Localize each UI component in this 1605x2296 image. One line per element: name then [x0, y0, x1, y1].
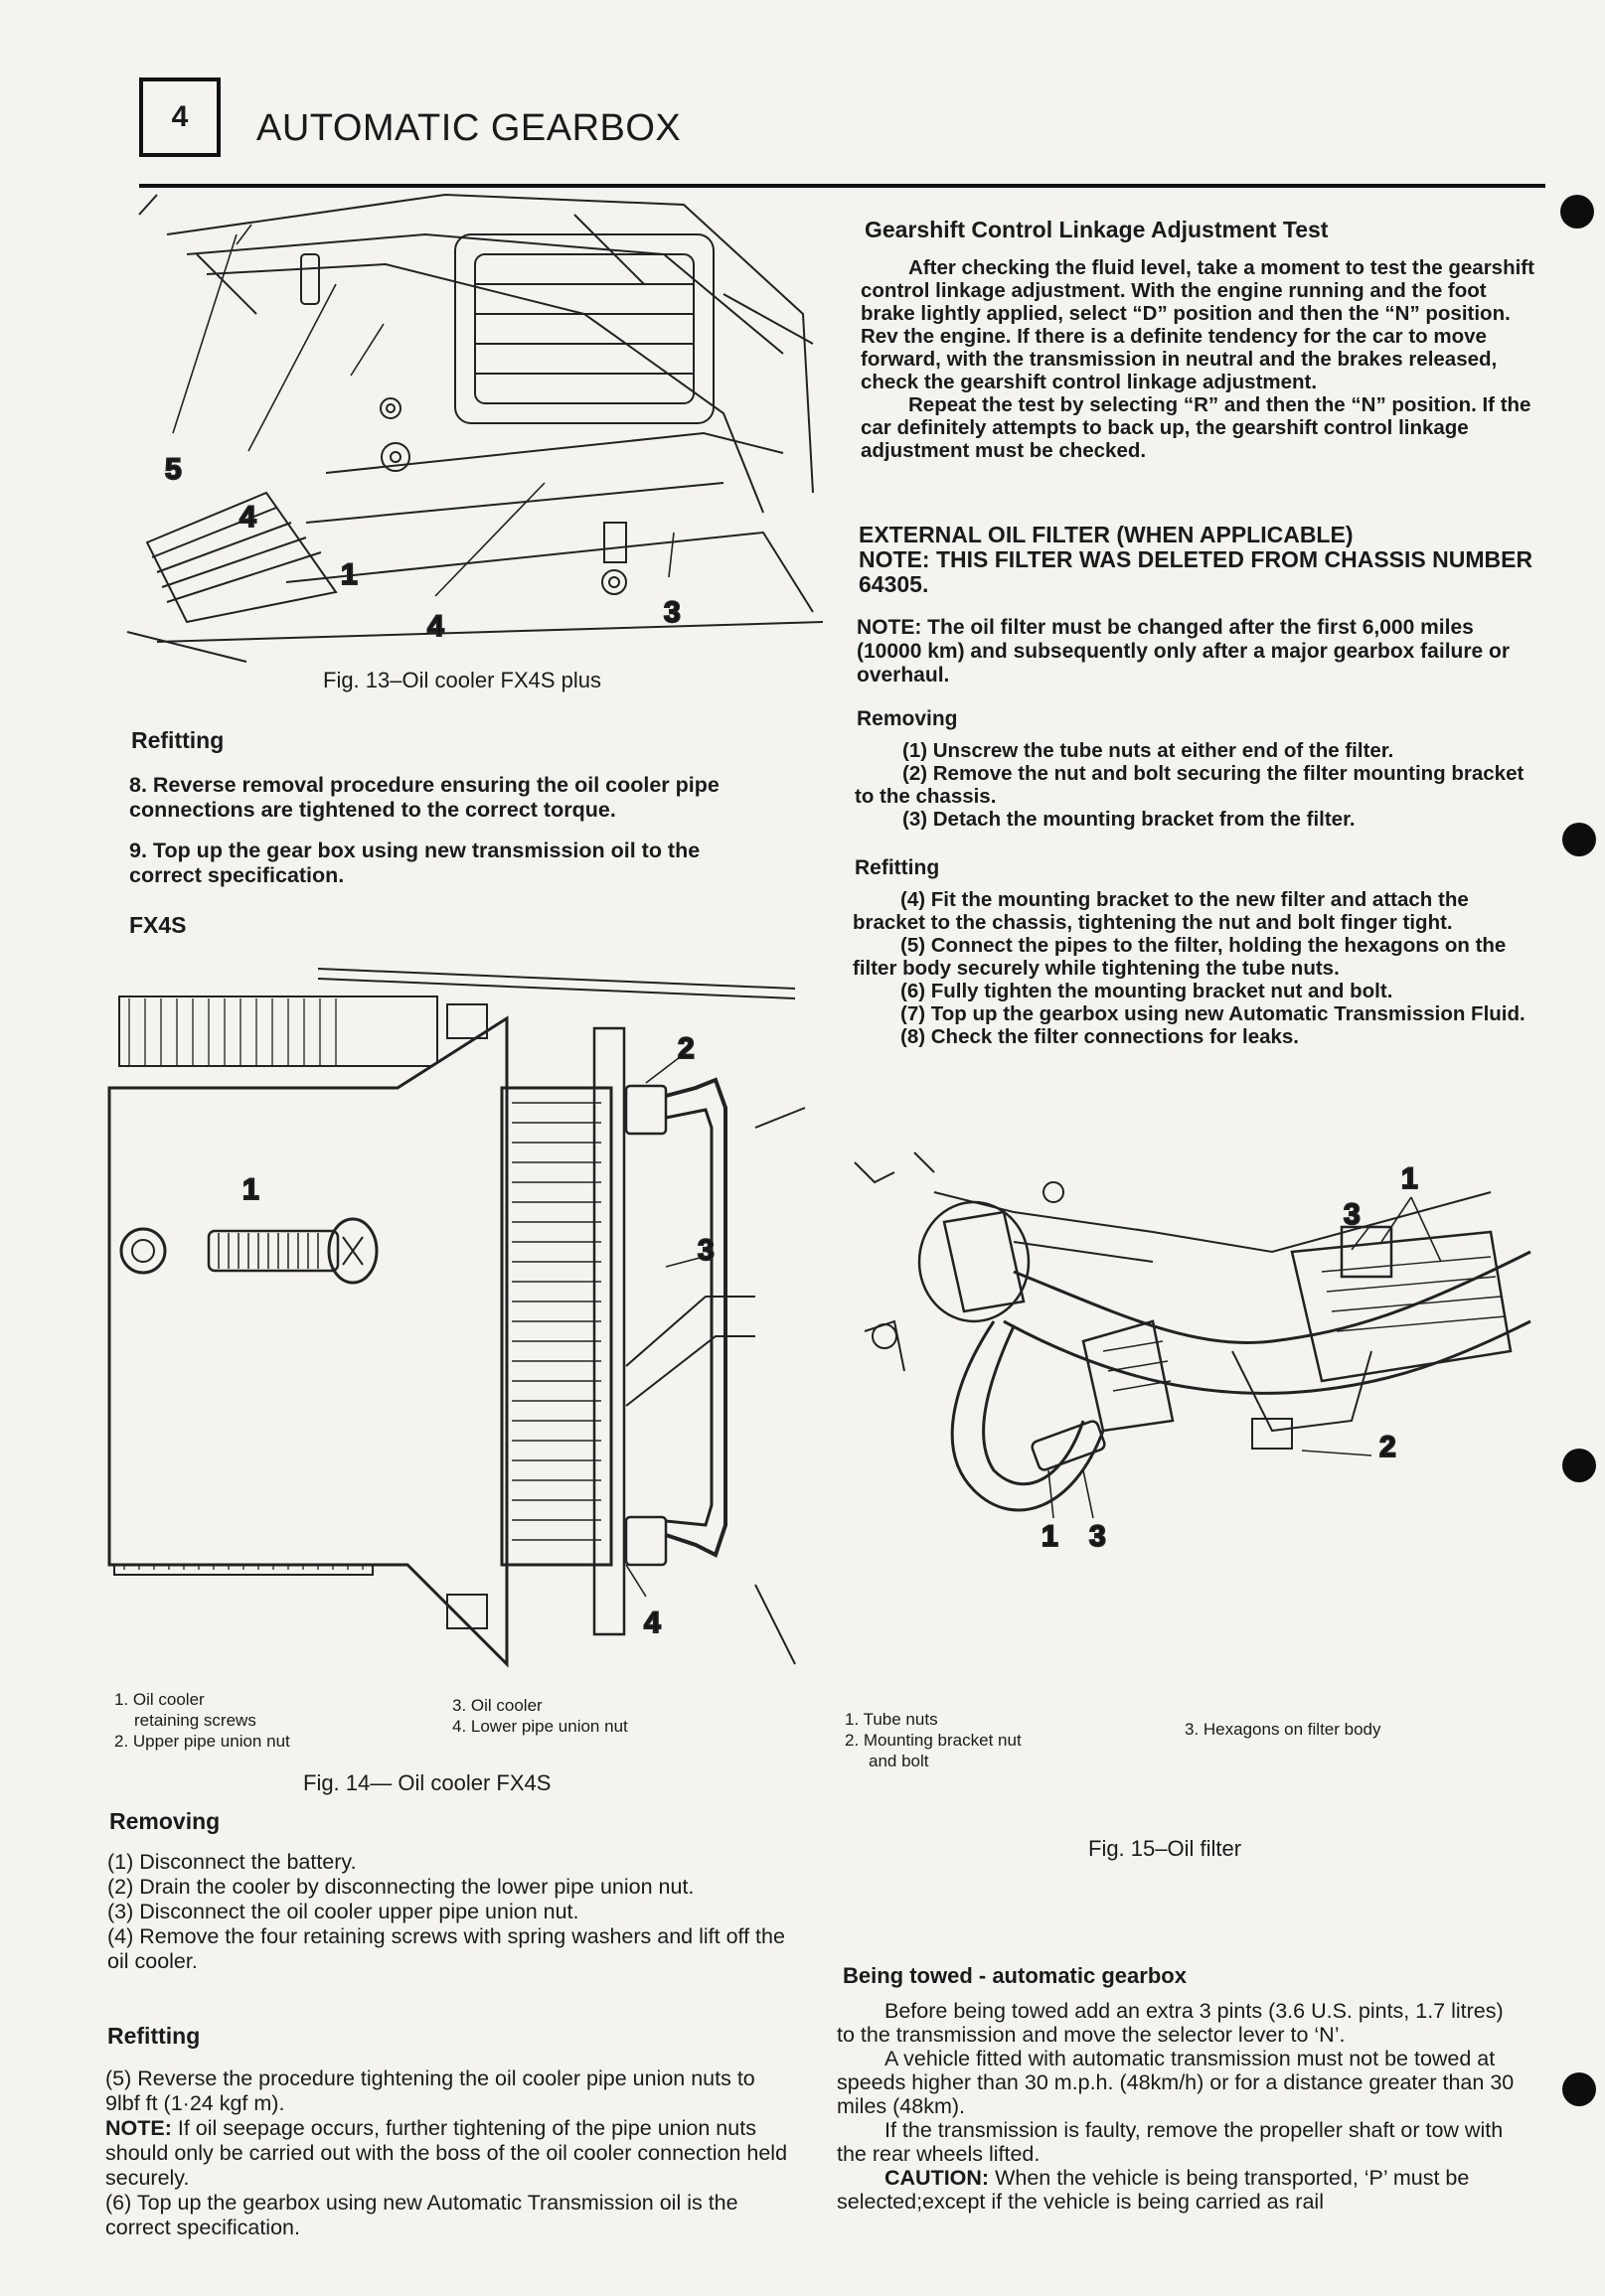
fig15-legend-item-2: 2. Mounting bracket nut: [845, 1731, 1022, 1750]
towed-para-2: A vehicle fitted with automatic transmission must not be towed at speeds higher than 30 m.p.h. (48km/h) or for a distance greater than 30 miles (48km).: [837, 2047, 1515, 2118]
fig13-drawing: [127, 195, 823, 662]
fig15-caption: Fig. 15–Oil filter: [1088, 1836, 1242, 1861]
refitting-steps-right: [853, 888, 1540, 1048]
fig14-drawing: [109, 969, 805, 1664]
step-9: 9. Top up the gear box using new transmission oil to the correct specification.: [129, 839, 701, 887]
gearshift-para-1: After checking the fluid level, take a moment to test the gearshift control linkage adjustment. With the engine running and the foot brake lightly applied, select “D” position and then the “N” position. Rev the engine. If there is a definite tendency for the car to move forward, with the transmission in neutral and the brakes released, check the gearshift control linkage adjustment.: [861, 256, 1534, 393]
fig13-caption: Fig. 13–Oil cooler FX4S plus: [323, 668, 602, 692]
fig14-legend-item-2: 2. Upper pipe union nut: [114, 1732, 290, 1751]
refitting-heading-right: Refitting: [855, 856, 940, 879]
caution-text: When the vehicle is being transported, ‘P’ must be selected;except if the vehicle is being carried as rail: [837, 2166, 1470, 2214]
towed-para-1: Before being towed add an extra 3 pints (3.6 U.S. pints, 1.7 litres) to the transmission and move the selector lever to ‘N’.: [837, 1999, 1504, 2047]
fig13-label-4b: 4: [427, 610, 444, 643]
removing-heading-right: Removing: [857, 707, 958, 730]
fig13-label-3: 3: [664, 596, 681, 629]
removing-step-1: (1) Disconnect the battery.: [107, 1850, 357, 1874]
fig15-label-1-top: 1: [1401, 1162, 1418, 1195]
removing-steps-right: [855, 739, 1540, 831]
fig13-label-5: 5: [165, 453, 182, 486]
fig14-legend-item-1b: retaining screws: [134, 1711, 256, 1730]
page-title: AUTOMATIC GEARBOX: [256, 107, 682, 149]
fig14-legend-left: [114, 1689, 290, 1752]
fig14-label-2: 2: [678, 1032, 695, 1065]
refit-step-6: (6) Top up the gearbox using new Automatic Transmission oil is the correct specification.: [105, 2191, 738, 2239]
fig15-illustration: [855, 1152, 1530, 1629]
fig14-caption: Fig. 14— Oil cooler FX4S: [303, 1770, 552, 1795]
refit-step-5: (5) Reverse the procedure tightening the oil cooler pipe union nuts to 9lbf ft (1·24 kgf m).: [105, 2066, 755, 2115]
external-filter-heading: EXTERNAL OIL FILTER (WHEN APPLICABLE): [859, 522, 1354, 547]
fig15-legend-item-3: 3. Hexagons on filter body: [1185, 1720, 1381, 1739]
refit-note: [105, 2116, 791, 2191]
fig14-label-1: 1: [242, 1173, 259, 1206]
fig13-label-4a: 4: [240, 501, 256, 534]
oil-filter-change-note: NOTE: The oil filter must be changed after the first 6,000 miles (10000 km) and subsequently only after a major gearbox failure or overhaul.: [857, 616, 1511, 687]
fig15-label-3-bottom: 3: [1089, 1520, 1106, 1553]
fig15-label-2: 2: [1379, 1431, 1396, 1463]
header-rule: [139, 184, 1545, 188]
chapter-number: 4: [171, 100, 189, 133]
fig15-drawing: [855, 1152, 1530, 1510]
fig15-label-3-top: 3: [1344, 1198, 1361, 1231]
filter-removing-1: (1) Unscrew the tube nuts at either end of the filter.: [902, 739, 1394, 762]
gearshift-para-2: Repeat the test by selecting “R” and then the “N” position. If the car definitely attempts to back up, the gearshift control linkage adjustment must be checked.: [861, 393, 1531, 462]
fig13-illustration: [127, 195, 823, 662]
gearshift-heading: Gearshift Control Linkage Adjustment Test: [865, 217, 1329, 242]
refitting-heading-1: Refitting: [131, 727, 225, 753]
binder-hole-3: [1562, 1449, 1596, 1482]
removing-step-4: (4) Remove the four retaining screws with spring washers and lift off the oil cooler.: [107, 1924, 785, 1973]
fx4s-heading: FX4S: [129, 912, 187, 938]
removing-step-3: (3) Disconnect the oil cooler upper pipe union nut.: [107, 1900, 579, 1923]
removing-step-2: (2) Drain the cooler by disconnecting the lower pipe union nut.: [107, 1875, 695, 1899]
fig13-leader-lines: [173, 225, 674, 596]
fig14-legend-item-3: 3. Oil cooler: [452, 1696, 543, 1715]
fig15-legend-right: [1185, 1719, 1381, 1740]
note-label: NOTE:: [105, 2116, 172, 2140]
fig14-leader-lines: [626, 1054, 704, 1597]
filter-removing-2: (2) Remove the nut and bolt securing the filter mounting bracket to the chassis.: [855, 762, 1525, 808]
removing-steps-left: [107, 1850, 793, 1974]
being-towed-heading: Being towed - automatic gearbox: [843, 1963, 1187, 1988]
removing-heading-left: Removing: [109, 1808, 221, 1834]
binder-hole-4: [1562, 2072, 1596, 2106]
binder-hole-2: [1562, 823, 1596, 856]
refitting-heading-left: Refitting: [107, 2023, 201, 2049]
fig14-legend-item-4: 4. Lower pipe union nut: [452, 1717, 628, 1736]
filter-refit-8: (8) Check the filter connections for leaks.: [900, 1025, 1299, 1048]
fig14-legend-right: [452, 1695, 628, 1737]
fig13-label-1: 1: [341, 558, 358, 591]
filter-refit-5: (5) Connect the pipes to the filter, holding the hexagons on the filter body securely while tightening the tube nuts.: [853, 934, 1507, 980]
filter-removing-3: (3) Detach the mounting bracket from the filter.: [902, 808, 1356, 831]
caution-label: CAUTION:: [884, 2166, 990, 2190]
note-text: If oil seepage occurs, further tightening of the pipe union nuts should only be carried out with the boss of the oil cooler connection held securely.: [105, 2116, 788, 2190]
binder-hole-1: [1560, 195, 1594, 229]
fig14-label-3: 3: [698, 1234, 715, 1267]
being-towed-section: [837, 1999, 1521, 2214]
filter-refit-6: (6) Fully tighten the mounting bracket nut and bolt.: [900, 980, 1393, 1002]
towed-caution: [837, 2166, 1521, 2214]
fig14-label-4: 4: [644, 1607, 661, 1639]
chapter-number-box: [139, 77, 221, 157]
towed-para-3: If the transmission is faulty, remove the propeller shaft or tow with the rear wheels lifted.: [837, 2118, 1504, 2166]
external-filter-section: [859, 523, 1544, 597]
fig14-illustration: [109, 969, 815, 1664]
fig15-legend-item-2b: and bolt: [869, 1752, 929, 1770]
external-filter-note: NOTE: THIS FILTER WAS DELETED FROM CHASSIS NUMBER 64305.: [859, 546, 1533, 597]
fig15-legend-left: [845, 1709, 1022, 1771]
filter-refit-4: (4) Fit the mounting bracket to the new filter and attach the bracket to the chassis, tightening the nut and bolt finger tight.: [853, 888, 1469, 934]
refitting-steps-left: [105, 2066, 791, 2240]
fig15-legend-item-1: 1. Tube nuts: [845, 1710, 938, 1729]
gearshift-section: [861, 256, 1541, 462]
fig15-label-1-bottom: 1: [1042, 1520, 1058, 1553]
fig14-legend-item-1: 1. Oil cooler: [114, 1690, 205, 1709]
filter-refit-7: (7) Top up the gearbox using new Automatic Transmission Fluid.: [900, 1002, 1525, 1025]
step-8: 8. Reverse removal procedure ensuring the oil cooler pipe connections are tightened to the correct torque.: [129, 773, 720, 822]
fig15-leader-lines: [1048, 1197, 1441, 1518]
